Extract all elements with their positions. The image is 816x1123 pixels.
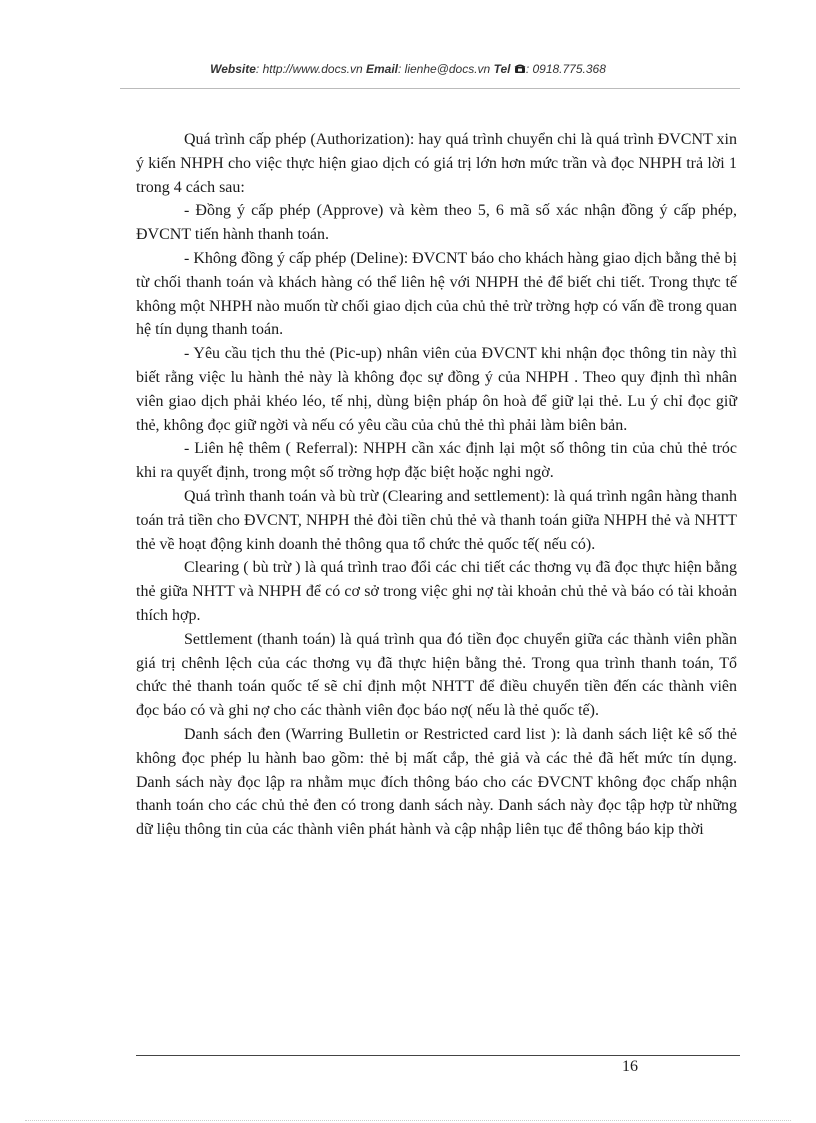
paragraph-referral: - Liên hệ thêm ( Referral): NHPH cần xác định lại một số thông tin của chủ thẻ tróc khi ra quyết định, trong một số trờng hợp đặc biệt hoặc nghi ngờ. [136, 440, 737, 482]
tel-label: Tel [493, 62, 511, 76]
email-label: Email [365, 62, 398, 76]
paragraph-approve: - Đồng ý cấp phép (Approve) và kèm theo 5, 6 mã số xác nhận đồng ý cấp phép, ĐVCNT tiến hành thanh toán. [136, 202, 737, 244]
website-label: Website [210, 62, 256, 76]
footer-divider [136, 1055, 740, 1056]
page-number: 16 [622, 1058, 638, 1075]
paragraph-blacklist: Danh sách đen (Warring Bulletin or Restricted card list ): là danh sách liệt kê số thẻ không đọc phép lu hành bao gồm: thẻ bị mất cắp, thẻ giả và các thẻ đã hết mức tín dụng. Danh sách này đọc lập ra nhằm mục đích thông báo cho các ĐVCNT không đọc chấp nhận thanh toán cho các chủ thẻ đen có trong danh sách này. Danh sách này đọc tập hợp từ những dữ liệu thông tin của các thành viên phát hành và cập nhập liên tục để thông báo kịp thời [136, 725, 737, 839]
page-header [0, 62, 816, 77]
paragraph-clearing: Clearing ( bù trừ ) là quá trình trao đổi các chi tiết các thơng vụ đã đọc thực hiện bằng thẻ giữa NHTT và NHPH để có cơ sở trong việc ghi nợ tài khoản chủ thẻ và báo có tài khoản thích hợp. [136, 559, 737, 624]
tel-value: : 0918.775.368 [525, 62, 606, 76]
paragraph-settlement: Settlement (thanh toán) là quá trình qua đó tiền đọc chuyển giữa các thành viên phần giá trị chênh lệch của các thơng vụ đã thực hiện bằng thẻ. Trong qua trình thanh toán, Tổ chức thẻ thanh toán quốc tế sẽ chỉ định một NHTT để điều chuyển tiền đến các thành viên đọc báo có và ghi nợ cho các thành viên đọc báo nợ( nếu là thẻ quốc tế). [136, 630, 737, 720]
body-text [136, 128, 737, 842]
paragraph-clearing-settlement: Quá trình thanh toán và bù trừ (Clearing and settlement): là quá trình ngân hàng thanh toán trả tiền cho ĐVCNT, NHPH thẻ đòi tiền chủ thẻ và thanh toán giữa NHPH thẻ và NHTT thẻ về hoạt động kinh doanh thẻ thông qua tổ chức thẻ quốc tế( nếu có). [136, 487, 737, 553]
paragraph-authorization: Quá trình cấp phép (Authorization): hay quá trình chuyển chi là quá trình ĐVCNT xin ý kiến NHPH cho việc thực hiện giao dịch có giá trị lớn hơn mức trần và đọc NHPH trả lời 1 trong 4 cách sau: [136, 131, 737, 196]
page-bottom-border [25, 1120, 791, 1121]
paragraph-decline: - Không đồng ý cấp phép (Deline): ĐVCNT báo cho khách hàng giao dịch bằng thẻ bị từ chối thanh toán và khách hàng có thể liên hệ với NHPH thẻ để biết chi tiết. Trong thực tế không một NHPH nào muốn từ chối giao dịch của chủ thẻ trừ trờng hợp có vấn đề trong quan hệ tín dụng thanh toán. [136, 249, 737, 339]
paragraph-pickup: - Yêu cầu tịch thu thẻ (Pic-up) nhân viên của ĐVCNT khi nhận đọc thông tin này thì biết rằng việc lu hành thẻ này là không đọc sự đồng ý của NHPH . Theo quy định thì nhân viên giao dịch phải khéo léo, tế nhị, dùng biện pháp ôn hoà để giữ lại thẻ. Lu ý chỉ đọc giữ thẻ, không đọc giữ ngời và nếu có yêu cầu của chủ thẻ thì phải làm biên bản. [136, 345, 737, 434]
phone-icon [514, 63, 526, 77]
email-value: : lienhe@docs.vn [397, 62, 491, 76]
header-divider [120, 88, 740, 89]
website-value: : http://www.docs.vn [255, 62, 363, 76]
